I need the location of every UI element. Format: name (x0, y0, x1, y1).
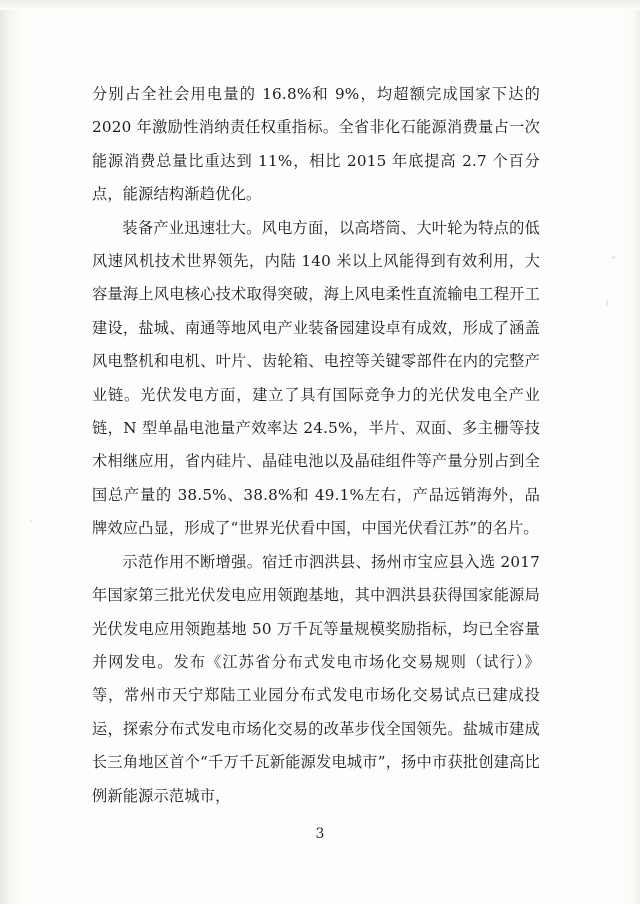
document-body (92, 78, 540, 813)
scan-speck (612, 256, 615, 259)
scan-speck (606, 300, 608, 306)
page-number: 3 (315, 826, 325, 842)
paragraph-2: 装备产业迅速壮大。风电方面，以高塔筒、大叶轮为特点的低风速风机技术世界领先，内陆 140 米以上风能得到有效利用，大容量海上风电核心技术取得突破，海上风电柔性直流输电工程开工建设，盐城、南通等地风电产业装备园建设卓有成效，形成了涵盖风电整机和电机、叶片、齿轮箱、电控等关键零部件在内的完整产业链。光伏发电方面，建立了具有国际竞争力的光伏发电全产业链，N 型单晶电池量产效率达 24.5%，半片、双面、多主栅等技术相继应用，省内硅片、晶硅电池以及晶硅组件等产量分别占到全国总产量的 38.5%、38.8%和 49.1%左右，产品远销海外，品牌效应凸显，形成了“世界光伏看中国，中国光伏看江苏”的名片。 (92, 218, 540, 538)
scan-edge-top (0, 0, 640, 10)
scan-speck (30, 520, 32, 522)
paragraph-1: 分别占全社会用电量的 16.8%和 9%，均超额完成国家下达的 2020 年激励性消纳责任权重指标。全省非化石能源消费量占一次能源消费总量比重达到 11%，相比 2015 年底提高 2.7 个百分点，能源结构渐趋优化。 (92, 85, 540, 204)
paragraph-3: 示范作用不断增强。宿迁市泗洪县、扬州市宝应县入选 2017 年国家第三批光伏发电应用领跑基地，其中泗洪县获得国家能源局光伏发电应用领跑基地 50 万千瓦等量规模奖励指标，均已全容量并网发电。发布《江苏省分布式发电市场化交易规则（试行）》等，常州市天宁郑陆工业园分布式发电市场化交易试点已建成投运，探索分布式发电市场化交易的改革步伐全国领先。盐城市建成长三角地区首个“千万千瓦新能源发电城市”，扬中市获批创建高比例新能源示范城市， (92, 552, 540, 805)
scan-edge-left (0, 0, 22, 904)
scan-edge-right (626, 0, 640, 904)
